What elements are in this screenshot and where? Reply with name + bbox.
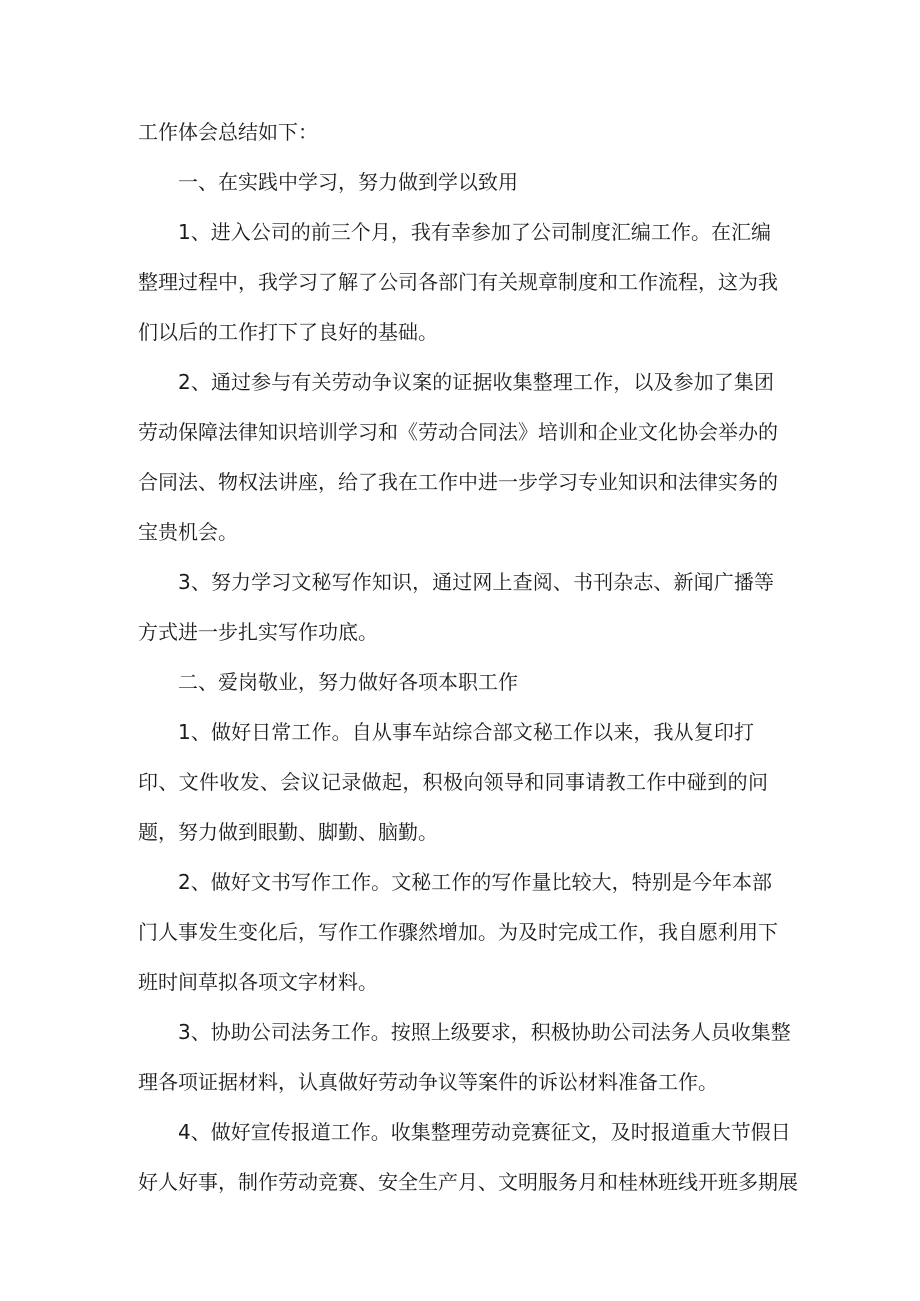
summary-intro: 工作体会总结如下： — [138, 120, 318, 144]
paragraph-2-line-4: 宝贵机会。 — [138, 520, 238, 544]
paragraph-5-line-1: 2、做好文书写作工作。文秘工作的写作量比较大，特别是今年本部 — [178, 870, 772, 894]
paragraph-5-line-3: 班时间草拟各项文字材料。 — [138, 970, 378, 994]
paragraph-2-line-2: 劳动保障法律知识培训学习和《劳动合同法》培训和企业文化协会举办的 — [138, 420, 778, 444]
paragraph-2-line-3: 合同法、物权法讲座，给了我在工作中进一步学习专业知识和法律实务的 — [138, 470, 778, 494]
paragraph-4-line-2: 印、文件收发、会议记录做起，积极向领导和同事请教工作中碰到的问 — [138, 770, 768, 794]
section-heading-1: 一、在实践中学习，努力做到学以致用 — [178, 170, 518, 194]
paragraph-1-line-2: 整理过程中，我学习了解了公司各部门有关规章制度和工作流程，这为我 — [138, 270, 778, 294]
paragraph-6-line-1: 3、协助公司法务工作。按照上级要求，积极协助公司法务人员收集整 — [178, 1020, 791, 1044]
paragraph-4-line-3: 题，努力做到眼勤、脚勤、脑勤。 — [138, 820, 438, 844]
paragraph-7-line-2: 好人好事，制作劳动竞赛、安全生产月、文明服务月和桂林班线开班多期展 — [138, 1170, 798, 1194]
paragraph-4-line-1: 1、做好日常工作。自从事车站综合部文秘工作以来，我从复印打 — [178, 720, 754, 744]
paragraph-1-line-1: 1、进入公司的前三个月，我有幸参加了公司制度汇编工作。在汇编 — [178, 220, 771, 244]
paragraph-2-line-1: 2、通过参与有关劳动争议案的证据收集整理工作，以及参加了集团 — [178, 370, 774, 394]
paragraph-5-line-2: 门人事发生变化后，写作工作骤然增加。为及时完成工作，我自愿利用下 — [138, 920, 778, 944]
paragraph-7-line-1: 4、做好宣传报道工作。收集整理劳动竞赛征文，及时报道重大节假日 — [178, 1120, 791, 1144]
paragraph-1-line-3: 们以后的工作打下了良好的基础。 — [138, 320, 438, 344]
paragraph-3-line-1: 3、努力学习文秘写作知识，通过网上查阅、书刊杂志、新闻广播等 — [178, 570, 774, 594]
paragraph-3-line-2: 方式进一步扎实写作功底。 — [138, 620, 378, 644]
section-heading-2: 二、爱岗敬业，努力做好各项本职工作 — [178, 670, 518, 694]
paragraph-6-line-2: 理各项证据材料，认真做好劳动争议等案件的诉讼材料准备工作。 — [138, 1070, 718, 1094]
